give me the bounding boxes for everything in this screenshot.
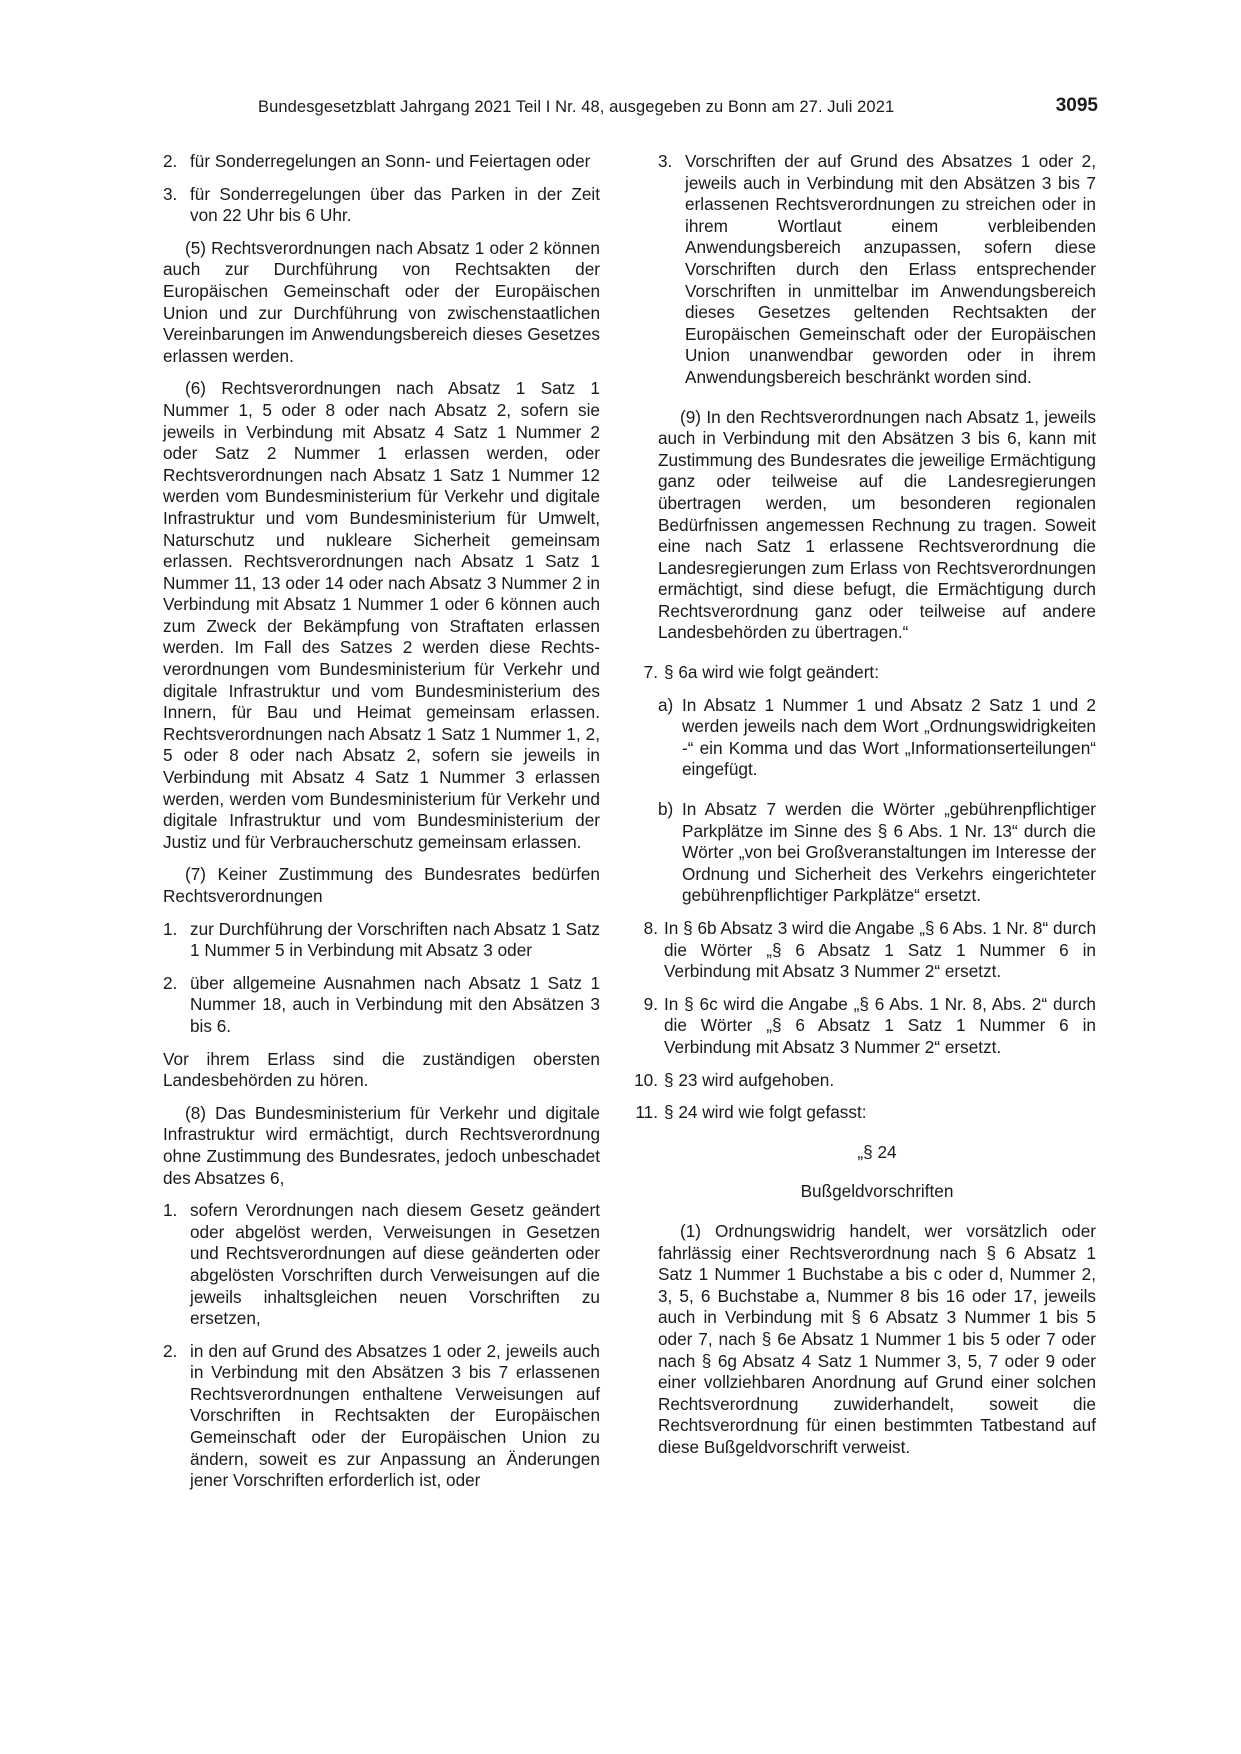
list-number: b) xyxy=(658,799,674,820)
amendment-item-10 xyxy=(629,1070,1096,1092)
list-number: 3. xyxy=(658,151,673,171)
page-header xyxy=(258,95,1098,124)
paragraph-7-closing: Vor ihrem Erlass sind die zuständigen obersten Landesbehörden zu hören. xyxy=(163,1048,600,1091)
list-item xyxy=(163,151,600,173)
list-number: 1. xyxy=(163,1200,178,1221)
list-number: 2. xyxy=(163,1340,178,1361)
amendment-item-11 xyxy=(629,1102,1096,1124)
list-text: § 24 wird wie folgt gefasst: xyxy=(664,1102,867,1123)
section-heading: Bußgeldvorschriften xyxy=(800,1181,954,1202)
paragraph-7: (7) Keiner Zustimmung des Bundesrates bedürfen Rechtsverordnungen xyxy=(163,864,600,906)
list-text: sofern Verordnungen nach diesem Gesetz geändert oder abgelöst werden, Verweisungen in Gesetzen und Rechtsverordnungen auf diese geänderten oder abgelösten Vorschriften durch Verweisungen auf die jeweils inhaltsgleichen neuen Vorschriften zu ersetzen, xyxy=(190,1200,600,1329)
list-number: 3. xyxy=(163,183,178,204)
list-text: In Absatz 7 werden die Wörter „gebührenpflichtiger Parkplätze im Sinne des § 6 Abs. 1 Nr. 13“ durch die Wörter „von bei Großveranstaltungen im Interesse der Ordnung und Sicherheit des Verkehrs eingerichteter gebührenpflichtiger Parkplätze“ ersetzt. xyxy=(682,799,1096,906)
list-text: In § 6c wird die Angabe „§ 6 Abs. 1 Nr. 8, Abs. 2“ durch die Wörter „§ 6 Absatz 1 Satz 1 Nummer 6 in Verbindung mit Absatz 3 Nummer 2“ ersetzt. xyxy=(664,993,1096,1057)
list-text: für Sonderregelungen an Sonn- und Feiertagen oder xyxy=(190,151,591,171)
list-item xyxy=(163,1200,600,1330)
section-paragraph-1: (1) Ordnungswidrig handelt, wer vorsätzlich oder fahrlässig einer Rechtsverordnung nach § 6 Absatz 1 Satz 1 Nummer 1 Buchstabe a bis c oder d, Nummer 2, 3, 5, 6 Buchstabe a, Nummer 8 bis 16 oder 17, jeweils auch in Verbindung mit § 6 Absatz 3 Nummer 1 bis 5 oder 7, nach § 6e Absatz 1 Nummer 1 bis 5 oder 7 oder nach § 6g Absatz 4 Satz 1 Nummer 3, 5, 7 oder 9 oder einer vollziehbaren Anordnung auf Grund einer solchen Rechtsverordnung zuwiderhandelt, soweit die Rechtsverordnung für einen bestimmten Tatbestand auf diese Bußgeldvorschrift verweist. xyxy=(658,1220,1096,1457)
amendment-item-7 xyxy=(629,662,1096,684)
section-title: „§ 24 xyxy=(857,1141,897,1162)
paragraph-9: (9) In den Rechtsverordnungen nach Absatz 1, jeweils auch in Verbindung mit den Absätzen 3 bis 6, kann mit Zustimmung des Bundesrates die jeweilige Ermächtigung ganz oder teilweise auf die Landesregierungen übertragen werden, um besonderen regionalen Bedürfnissen angemessen Rechnung zu tragen. Soweit eine nach Satz 1 erlassene Rechtsverordnung die Landesregierungen zum Erlass von Rechtsverordnungen ermächtigt, sind diese befugt, die Ermächtigung durch Rechtsverordnung ganz oder teilweise auf andere Landesbehörden zu übertragen.“ xyxy=(658,406,1096,643)
list-number: 2. xyxy=(163,151,178,171)
list-number: 8. xyxy=(643,918,658,938)
paragraph-6: (6) Rechtsverordnungen nach Absatz 1 Satz 1 Nummer 1, 5 oder 8 oder nach Absatz 2, sofern sie jeweils in Verbindung mit Absatz 4 Satz 1 Nummer 2 oder Satz 2 Nummer 1 erlassen werden, oder Rechtsverordnungen nach Absatz 1 Satz 1 Nummer 12 werden vom Bundesministerium für Verkehr und digitale Infrastruktur und vom Bundesministerium für Umwelt, Naturschutz und nukleare Sicherheit gemeinsam erlassen. Rechtsverordnungen nach Absatz 1 Satz 1 Nummer 11, 13 oder 14 oder nach Absatz 3 Nummer 2 in Verbindung mit Absatz 1 Nummer 1 oder 6 können auch zum Zweck der Bekämpfung von Straftaten erlassen werden. Im Fall des Satzes 2 werden diese Rechtsverordnungen vom Bundesministerium für Verkehr und digitale Infrastruktur und vom Bundesministerium des Innern, für Bau und Heimat gemeinsam erlassen. Rechtsverordnungen nach Absatz 1 Satz 1 Nummer 1, 2, 5 oder 8 oder nach Absatz 2, sofern sie jeweils in Verbindung mit Absatz 4 Satz 1 Nummer 3 erlassen werden, werden vom Bundesministerium für Verkehr und digitale Infrastruktur und vom Bundesministerium der Justiz und für Verbraucherschutz gemeinsam erlassen. xyxy=(163,378,600,852)
list-number: 2. xyxy=(163,972,178,993)
list-item xyxy=(658,799,1096,907)
list-text: zur Durchführung der Vorschriften nach Absatz 1 Satz 1 Nummer 5 in Verbindung mit Absatz 3 oder xyxy=(190,918,600,961)
list-item xyxy=(163,973,600,1038)
list-number: 9. xyxy=(643,993,658,1014)
list-text: in den auf Grund des Absatzes 1 oder 2, jeweils auch in Verbindung mit den Absätzen 3 bis 7 erlassenen Rechtsverordnungen enthaltene Verweisungen auf Vorschriften in Rechtsakten der Europäischen Gemeinschaft oder der Europäischen Union zu ändern, soweit es zur Anpassung an Änderungen jener Vorschriften erforderlich ist, oder xyxy=(190,1340,600,1491)
amendment-item-8 xyxy=(629,918,1096,983)
amendment-item-9 xyxy=(629,994,1096,1059)
list-number: 7. xyxy=(643,662,658,683)
list-text: In § 6b Absatz 3 wird die Angabe „§ 6 Abs. 1 Nr. 8“ durch die Wörter „§ 6 Absatz 1 Satz 1 Nummer 6 in Verbindung mit Absatz 3 Nummer 2“ ersetzt. xyxy=(664,918,1096,982)
quoted-amendment-block xyxy=(629,151,1096,644)
list-number: 1. xyxy=(163,918,178,939)
list-text: § 23 wird aufgehoben. xyxy=(664,1069,835,1090)
list-text: § 6a wird wie folgt geändert: xyxy=(664,662,879,683)
left-column xyxy=(163,151,600,1503)
page-number: 3095 xyxy=(1055,95,1098,116)
list-item xyxy=(163,919,600,962)
paragraph-5: (5) Rechtsverordnungen nach Absatz 1 oder 2 können auch zur Durchführung von Rechtsakten der Europäischen Gemeinschaft oder der Europäischen Union und zur Durchführung von zwischenstaatlichen Vereinbarungen im Anwendungsbereich dieses Gesetzes erlassen werden. xyxy=(163,237,600,366)
list-item xyxy=(163,184,600,227)
list-text: In Absatz 1 Nummer 1 und Absatz 2 Satz 1 und 2 werden jeweils nach dem Wort „Ordnungswidrigkeiten -“ ein Komma und das Wort „Informationserteilungen“ eingefügt. xyxy=(682,694,1096,780)
list-text: Vorschriften der auf Grund des Absatzes 1 oder 2, jeweils auch in Verbindung mit den Absätzen 3 bis 7 erlassenen Rechtsverordnungen zu streichen oder in ihrem Wortlaut einem verbleibenden Anwendungsbereich anzupassen, sofern diese Vorschriften durch den Erlass entsprechender Vorschriften in unmittelbar im Anwendungsbereich dieses Gesetzes geltenden Rechtsakten der Europäischen Gemeinschaft oder der Europäischen Union unanwendbar geworden oder in ihrem Anwendungsbereich beschränkt worden sind. xyxy=(685,151,1096,387)
gazette-header-title: Bundesgesetzblatt Jahrgang 2021 Teil I Nr. 48, ausgegeben zu Bonn am 27. Juli 2021 xyxy=(258,98,895,116)
list-number: 10. xyxy=(634,1069,658,1090)
list-text: für Sonderregelungen über das Parken in der Zeit von 22 Uhr bis 6 Uhr. xyxy=(190,183,600,226)
list-item xyxy=(658,151,1096,389)
list-number: 11. xyxy=(635,1102,658,1123)
amendment-7-subitems xyxy=(629,695,1096,907)
list-item xyxy=(658,695,1096,781)
right-column xyxy=(629,151,1096,1469)
section-24-block xyxy=(629,1142,1096,1459)
list-item xyxy=(163,1341,600,1492)
list-text: über allgemeine Ausnahmen nach Absatz 1 Satz 1 Nummer 18, auch in Verbindung mit den Absätzen 3 bis 6. xyxy=(190,972,600,1036)
list-number: a) xyxy=(658,694,674,715)
paragraph-8: (8) Das Bundesministerium für Verkehr und digitale Infrastruktur wird ermächtigt, durch Rechtsverordnung ohne Zustimmung des Bundesrates, jedoch unbeschadet des Absatzes 6, xyxy=(163,1102,600,1188)
